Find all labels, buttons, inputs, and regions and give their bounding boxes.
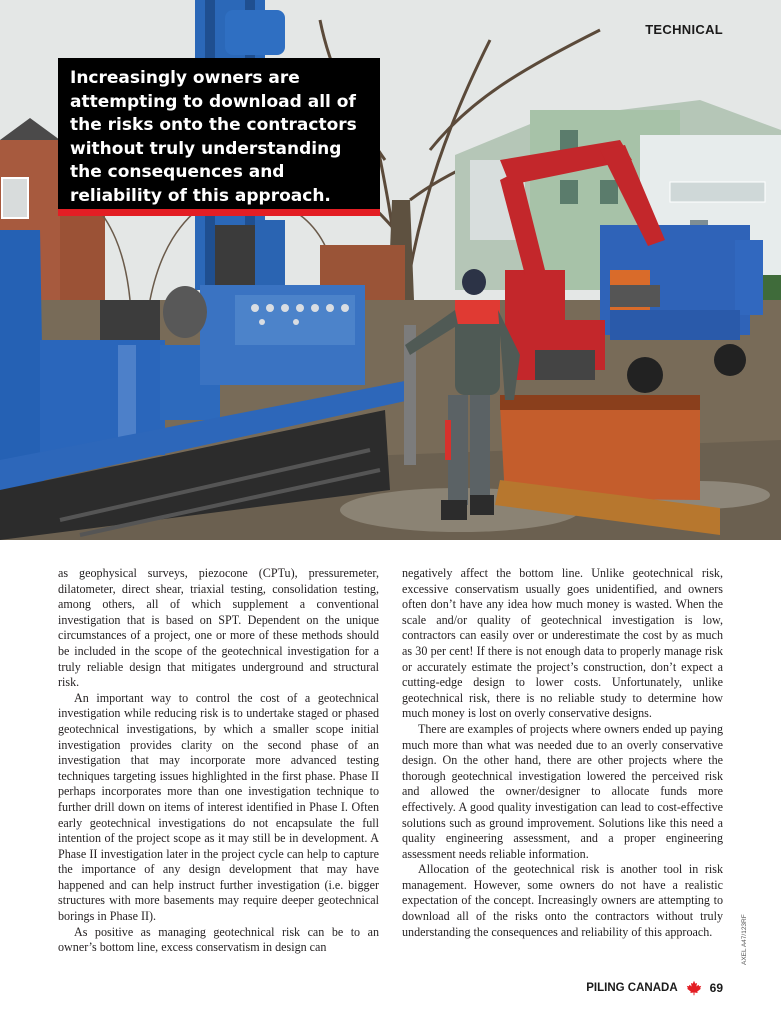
section-label: TECHNICAL — [645, 22, 723, 37]
paragraph: as geophysical surveys, piezocone (CPTu), pressuremeter, dilatometer, direct shear, triaxial testing, consolidation testing, among others, all of which supplement a conventional investigation that is based on SPT. Dependent on the unique circumstances of a project, one or more of these methods should be included in the scope of the geotechnical investigation for a truly reliable design that mitigates underground and structural risk. — [58, 566, 379, 690]
publication-name: PILING CANADA — [586, 982, 678, 994]
pull-quote-text: Increasingly owners are attempting to download all of the risks onto the contractors without truly understanding the consequences and reliability of this approach. — [70, 68, 357, 206]
photo-credit: AXEL A47/123RF — [741, 914, 748, 965]
paragraph: An important way to control the cost of a geotechnical investigation while reducing risk is to undertake staged or phased geotechnical investigations, by which a smaller scope initial investigation provides clarity on the second phase of an investigation that may incorporate more advanced testing techniques targeting issues highlighted in the first phase. Phase II perhaps incorporates more than one investigation technique to further drill down on items of interest identified in Phase I. Often early geotechnical investigations do not encapsulate the full intention of the project scope as it may still be in development. A Phase II investigation later in the project cycle can help to capture the importance of any design development that may have happened and can help instruct further investigation (i.e. bigger structures with more basements may require deeper geotechnical borings in Phase II). — [58, 690, 379, 924]
paragraph: There are examples of projects where owners ended up paying much more than what was needed due to an overly conservative design. On the other hand, there are other projects where the thorough geotechnical investigation lowered the perceived risk and allowed the owner/designer to allocate funds more effectively. A good quality investigation can lead to cost-effective solutions such as ground improvement. Solutions like this need a quality engineering assessment, and a proper engineering assessment needs reliable information. — [402, 721, 723, 861]
maple-leaf-icon — [686, 980, 702, 996]
article-column-left — [58, 566, 379, 956]
page-number: 69 — [709, 981, 723, 995]
page-footer — [586, 980, 723, 996]
article-column-right — [402, 566, 723, 940]
paragraph: negatively affect the bottom line. Unlike geotechnical risk, excessive conservatism usually goes unidentified, and owners often don’t have any idea how much money is wasted. When the scale and/or quality of geotechnical investigation is low, contractors can easily over or underestimate the cost by as much as 30 per cent! If there is not enough data to properly manage risk or accurately estimate the project’s construction, don’t expect a cutting-edge design to lower costs. Unfortunately, unlike geotechnical risk, there is no reliable study to determine how much money is lost on overly conservative designs. — [402, 566, 723, 721]
paragraph: As positive as managing geotechnical risk can be to an owner’s bottom line, excess conservatism in design can — [58, 924, 379, 955]
paragraph: Allocation of the geotechnical risk is another tool in risk management. However, some owners do not have a realistic expectation of the concept. Increasingly owners are attempting to download all of the risks onto the contractors without truly understanding the consequences and reliability of this approach. — [402, 862, 723, 939]
pull-quote-box — [58, 58, 380, 216]
